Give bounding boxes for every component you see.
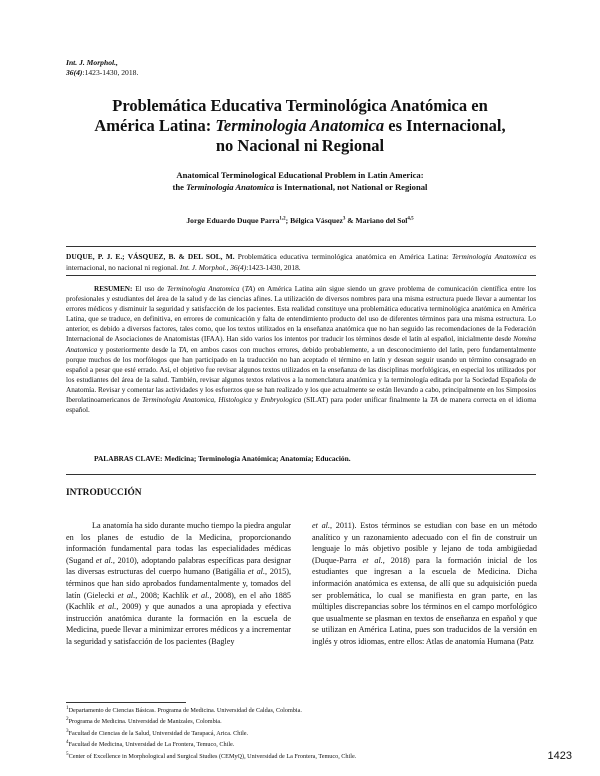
- footnote: $^1$Departamento de Ciencias Básicas. Programa de Medicina. Universidad de Caldas, Colombia.: [66, 705, 302, 715]
- author-2: ; Bélgica Vásquez: [285, 216, 343, 225]
- author-list: Jorge Eduardo Duque Parra$^{1,2}$; Bélgica Vásquez$^3$ & Mariano del Sol$^{4,5}$: [186, 216, 414, 225]
- footnote: $^3$Facultad de Ciencias de la Salud, Universidad de Tarapacá, Arica. Chile.: [66, 727, 249, 737]
- footnote: $^5$Center of Excellence in Morphological and Surgical Studies (CEMyQ), Universidad de La Frontera, Temuco, Chile.: [66, 750, 357, 760]
- title-en-line-2: the Terminologia Anatomica is International, not National or Regional: [172, 182, 428, 192]
- divider-citation: [66, 275, 536, 276]
- divider-keywords: [66, 474, 536, 475]
- page-number: 1423: [547, 750, 572, 762]
- keywords: PALABRAS CLAVE: Medicina; Terminología Anatómica; Anatomía; Educación.: [94, 454, 351, 463]
- journal-name: Int. J. Morphol.,: [66, 58, 118, 67]
- journal-pages-year: :1423-1430, 2018.: [82, 68, 139, 77]
- footnote: $^2$Programa de Medicina. Universidad de Manizales, Colombia.: [66, 716, 222, 726]
- title-line-1: Problemática Educativa Terminológica Anatómica en: [112, 96, 488, 115]
- citation-block: DUQUE, P. J. E.; VÁSQUEZ, B. & DEL SOL, M. Problemática educativa terminológica anatómica en América Latina: Terminologia Anatomica es internacional, no nacional ni regional. Int. J. Morphol., 36(4):1423-1430, 2018.: [66, 252, 536, 272]
- title-line-2: América Latina: Terminologia Anatomica es Internacional,: [94, 116, 506, 135]
- footnotes: [66, 704, 536, 761]
- article-title-english: [60, 169, 540, 193]
- title-line-3: no Nacional ni Regional: [215, 136, 385, 155]
- journal-reference: [66, 58, 138, 78]
- article-title-spanish: [60, 96, 540, 156]
- author-1: Jorge Eduardo Duque Parra: [186, 216, 280, 225]
- intro-column-right: et al., 2011). Estos términos se estudian con base en un método analítico y un razonamiento adecuado con el fin de construir un lenguaje lo más objetivo posible y lejano de toda ambigüedad (Duque-Parra et al., 2018) para la formación inicial de los estudiantes que ingresan a la escuela de Medicina. Dicha información anatómica es extensa, de allí que su adquisición pueda ser problemática, lo cual se manifiesta en gran parte, en las múltiples discrepancias sobre los términos en el campo morfológico que usualmente se plasman en textos de enseñanza en español y que se utilizan en América Latina, pues son traducidos de la versión en inglés y otros idiomas, entre ellos: Atlas de anatomía Humana (Patz: [312, 521, 538, 646]
- abstract: RESUMEN: El uso de Terminologia Anatomica (TA) en América Latina aún sigue siendo un grave problema de comunicación científica entre los profesionales y estudiantes del área de la salud y de las ciencias afines. La utilización de diversos nombres para una misma estructura puede llevar a aumentar los errores médicos y disminuir la seguridad y satisfacción de los pacientes. Esta realidad constituye una problemática educativa terminológica anatómica en América Latina, que se traduce, en definitiva, en errores de comunicación y falta de entendimiento producto del uso de diferentes términos para una misma estructura. Lo anterior, es debido a diversos factores, tales como, que los textos utilizados en la enseñanza anatómica que no han seguido las recomendaciones de la Federación Internacional de Asociaciones de Anatomistas (IFAA). Han sido varios los intentos por traducir los términos desde el latín al español, inicialmente desde Nomina Anatomica y posteriormente desde la TA, en ambos casos con muchos errores, debido probablemente, a un desconocimiento del latín, pero fundamentalmente porque muchos de los morfólogos que han participado en la traducción no han aceptado el término en latín y desean seguir usando un término consagrado en español a pesar que esté errado. Así, el objetivo fue revisar algunos textos utilizados en la enseñanza de las disciplinas morfológicas, en especial los utilizados por los estudiantes del área de la salud. También, revisar algunos textos relativos a la nomenclatura anatómica y la terminología editada por la Sociedad Española de Anatomía. Revisar y comentar las actividades y los esfuerzos que se han realizado y los que actualmente se están llevando a cabo, principalmente en los Simposios Iberolatinoamericanos de Terminologia Anatomica, Histologica y Embryologica (SILAT) para poder unificar finalmente la TA de manera correcta en el idioma español.: [66, 285, 537, 415]
- footnote: $^4$Facultad de Medicina, Universidad de La Frontera, Temuco, Chile.: [66, 739, 235, 749]
- title-en-line-1: Anatomical Terminological Educational Problem in Latin America:: [176, 170, 424, 180]
- abstract-label: RESUMEN:: [94, 285, 133, 293]
- author-3: & Mariano del Sol: [345, 216, 408, 225]
- divider-top: [66, 246, 536, 247]
- section-heading: INTRODUCCIÓN: [66, 488, 142, 498]
- footnote-divider: [66, 702, 186, 703]
- intro-column-left: La anatomía ha sido durante mucho tiempo la piedra angular en los planes de estudio de la Medicina, proporcionando información fundamental para todas las especialidades médicas (Sugand et al., 2010), adoptando palabras específicas para designar las diversas estructuras del cuerpo humano (Batigália et al., 2015), términos que han sido aprobados fundamentalmente y, tomados del latín (Gielecki et al., 2008; Kachlík et al., 2008), en el año 1885 (Kachlík et al., 2009) y que aunados a una apropiada y efectiva instrucción anatómica durante la formación en la escuela de Medicina, puede llevar a minimizar errores médicos y a incrementar la seguridad y satisfacción de los pacientes (Bagley: [66, 521, 292, 646]
- citation-authors: DUQUE, P. J. E.; VÁSQUEZ, B. & DEL SOL, M.: [66, 252, 235, 261]
- citation-journal: Int. J. Morphol., 36(4): [179, 262, 247, 272]
- keywords-label: PALABRAS CLAVE:: [94, 454, 163, 463]
- journal-volume: 36(4): [66, 68, 83, 77]
